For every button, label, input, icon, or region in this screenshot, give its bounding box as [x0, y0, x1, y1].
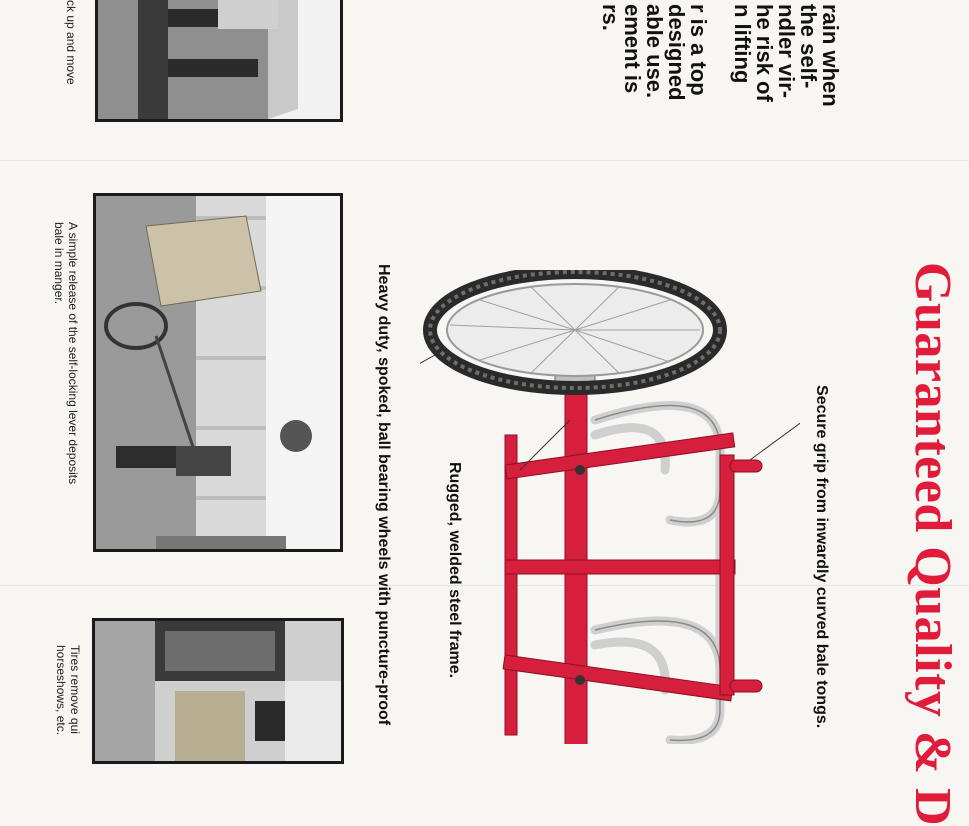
caption-photo1	[64, 0, 78, 85]
photo-carrying-bale	[95, 0, 343, 122]
caption-line: bale in manger.	[52, 222, 66, 305]
body-line: ement is	[620, 4, 645, 94]
body-text	[599, 4, 841, 107]
callout-wheels: Heavy duty, spoked, ball bearing wheels with puncture-proof	[375, 264, 392, 726]
caption-line: horseshows, etc.	[54, 645, 68, 736]
body-line: r is a top	[686, 4, 711, 96]
body-line: rain when	[818, 4, 843, 107]
cart-illustration	[420, 270, 800, 744]
caption-line: ck up and move	[64, 0, 78, 85]
caption-line: A simple release of the self-locking lever deposits	[66, 222, 80, 485]
callout-frame: Rugged, welded steel frame.	[446, 462, 463, 679]
body-line: rs.	[598, 4, 623, 31]
caption-photo3	[54, 645, 82, 735]
body-line: designed	[664, 4, 689, 101]
body-line: able use.	[642, 4, 667, 99]
page-title: Guaranteed Quality & D	[904, 262, 961, 826]
photo-bale-on-truck	[92, 618, 344, 764]
body-line: he risk of	[752, 4, 777, 102]
photo-releasing-bale	[93, 193, 343, 552]
body-line: n lifting	[730, 4, 755, 84]
body-line: the self-	[796, 4, 821, 89]
body-line: ndler vir-	[774, 4, 799, 99]
caption-line: Tires remove qui	[68, 645, 82, 734]
body-line	[709, 4, 731, 107]
callout-grip: Secure grip from inwardly curved bale tongs.	[813, 385, 830, 729]
caption-photo2	[52, 222, 80, 484]
fold-line-top	[0, 160, 969, 161]
